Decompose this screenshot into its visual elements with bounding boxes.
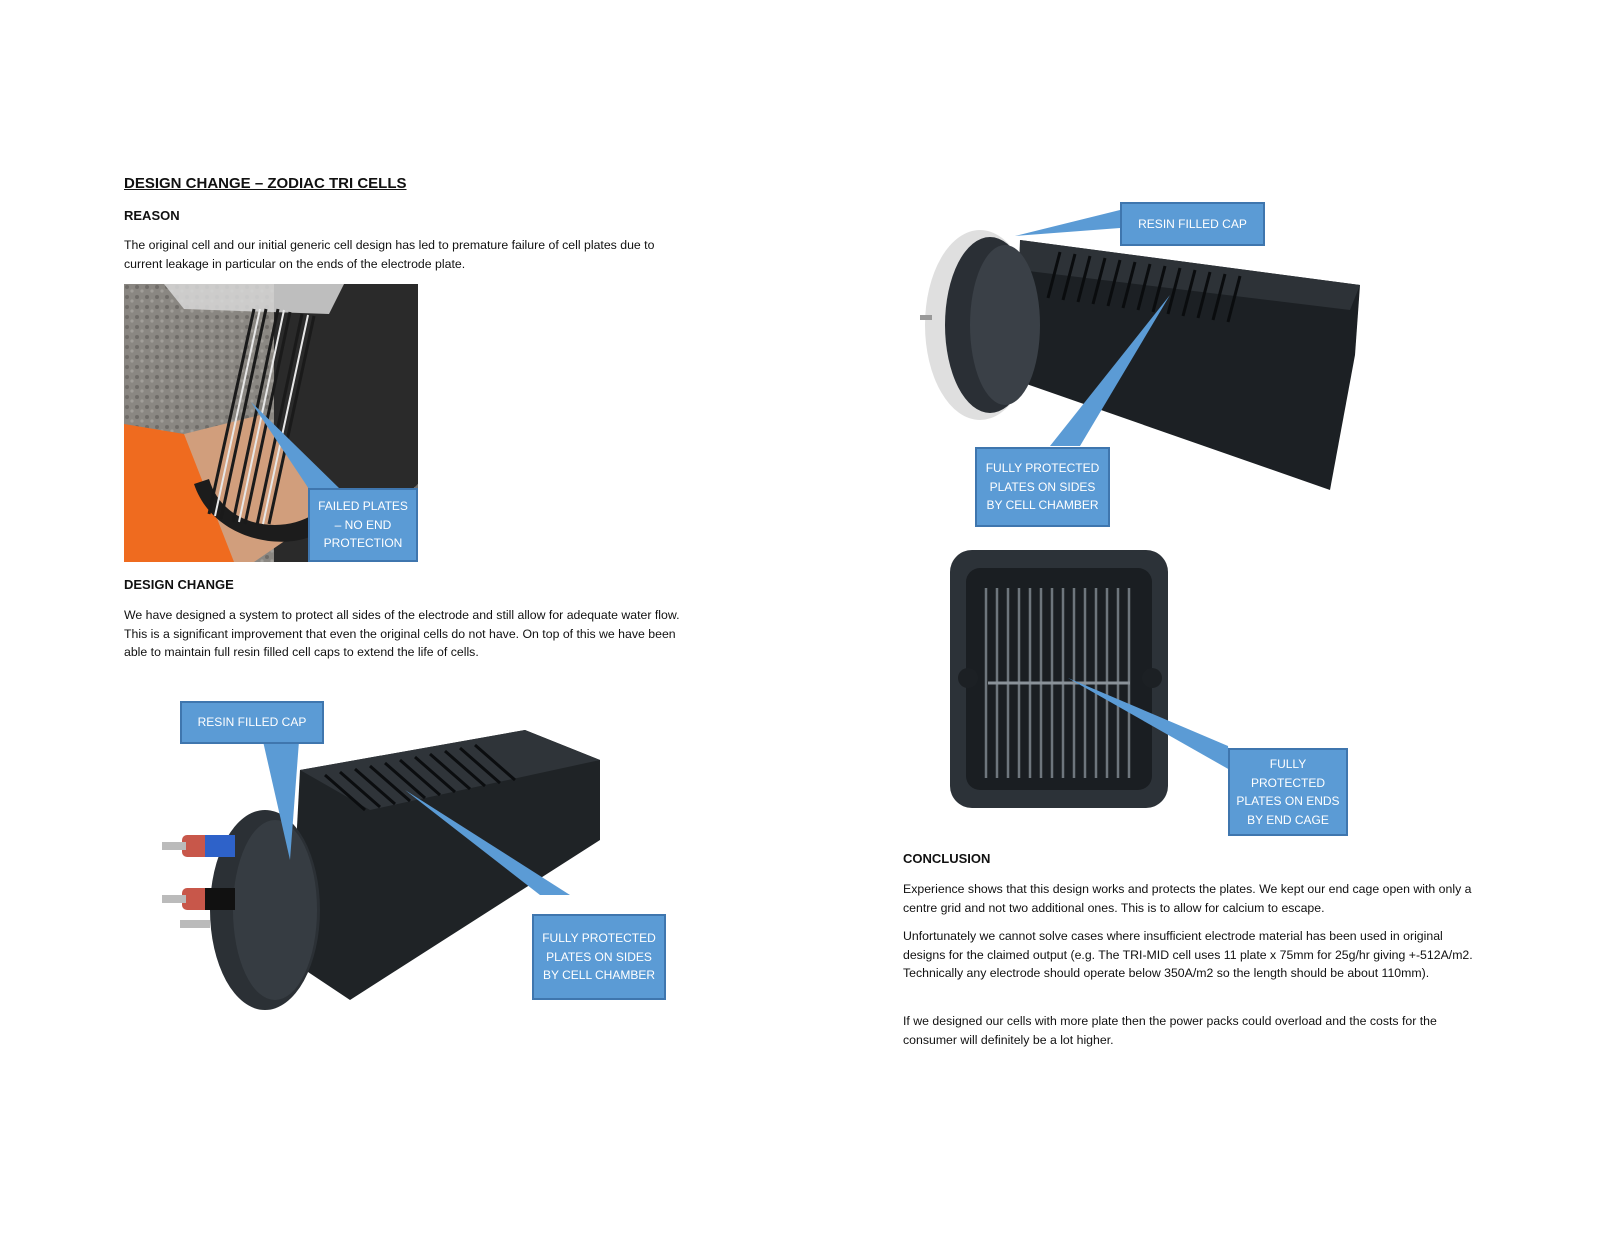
- conclusion-paragraph-3: If we designed our cells with more plate then the power packs could overload and the costs for the consumer will definitely be a lot higher.: [903, 1014, 1437, 1047]
- conclusion-paragraph-1: Experience shows that this design works and protects the plates. We kept our end cage open with only a centre grid and not two additional ones. This is to allow for calcium to escape.: [903, 882, 1472, 915]
- document-title: DESIGN CHANGE – ZODIAC TRI CELLS: [124, 175, 407, 192]
- callout-resin-cap-left: RESIN FILLED CAP: [180, 701, 324, 744]
- design-change-text: We have designed a system to protect all sides of the electrode and still allow for adequate water flow. This is a significant improvement that even the original cells do not have. On top of this we have been able to maintain full resin filled cell caps to extend the life of cells.: [124, 608, 680, 659]
- design-change-heading: DESIGN CHANGE: [124, 577, 234, 592]
- callout-protected-ends: FULLY PROTECTED PLATES ON ENDS BY END CAGE: [1228, 748, 1348, 836]
- reason-text: The original cell and our initial generic cell design has led to premature failure of cell plates due to current leakage in particular on the ends of the electrode plate.: [124, 238, 655, 271]
- callout-failed-plates: FAILED PLATES – NO END PROTECTION: [308, 488, 418, 562]
- callout-protected-sides-left: FULLY PROTECTED PLATES ON SIDES BY CELL CHAMBER: [532, 914, 666, 1000]
- conclusion-heading: CONCLUSION: [903, 851, 991, 866]
- callout-resin-cap-right: RESIN FILLED CAP: [1120, 202, 1265, 246]
- callout-protected-sides-right: FULLY PROTECTED PLATES ON SIDES BY CELL CHAMBER: [975, 447, 1110, 527]
- reason-heading: REASON: [124, 208, 180, 223]
- conclusion-paragraph-2: Unfortunately we cannot solve cases where insufficient electrode material has been used in original designs for the claimed output (e.g. The TRI-MID cell uses 11 plate x 75mm for 25g/hr giving +-512A/m2. Technically any electrode should operate below 350A/m2 so the length should be about 110mm).: [903, 929, 1473, 980]
